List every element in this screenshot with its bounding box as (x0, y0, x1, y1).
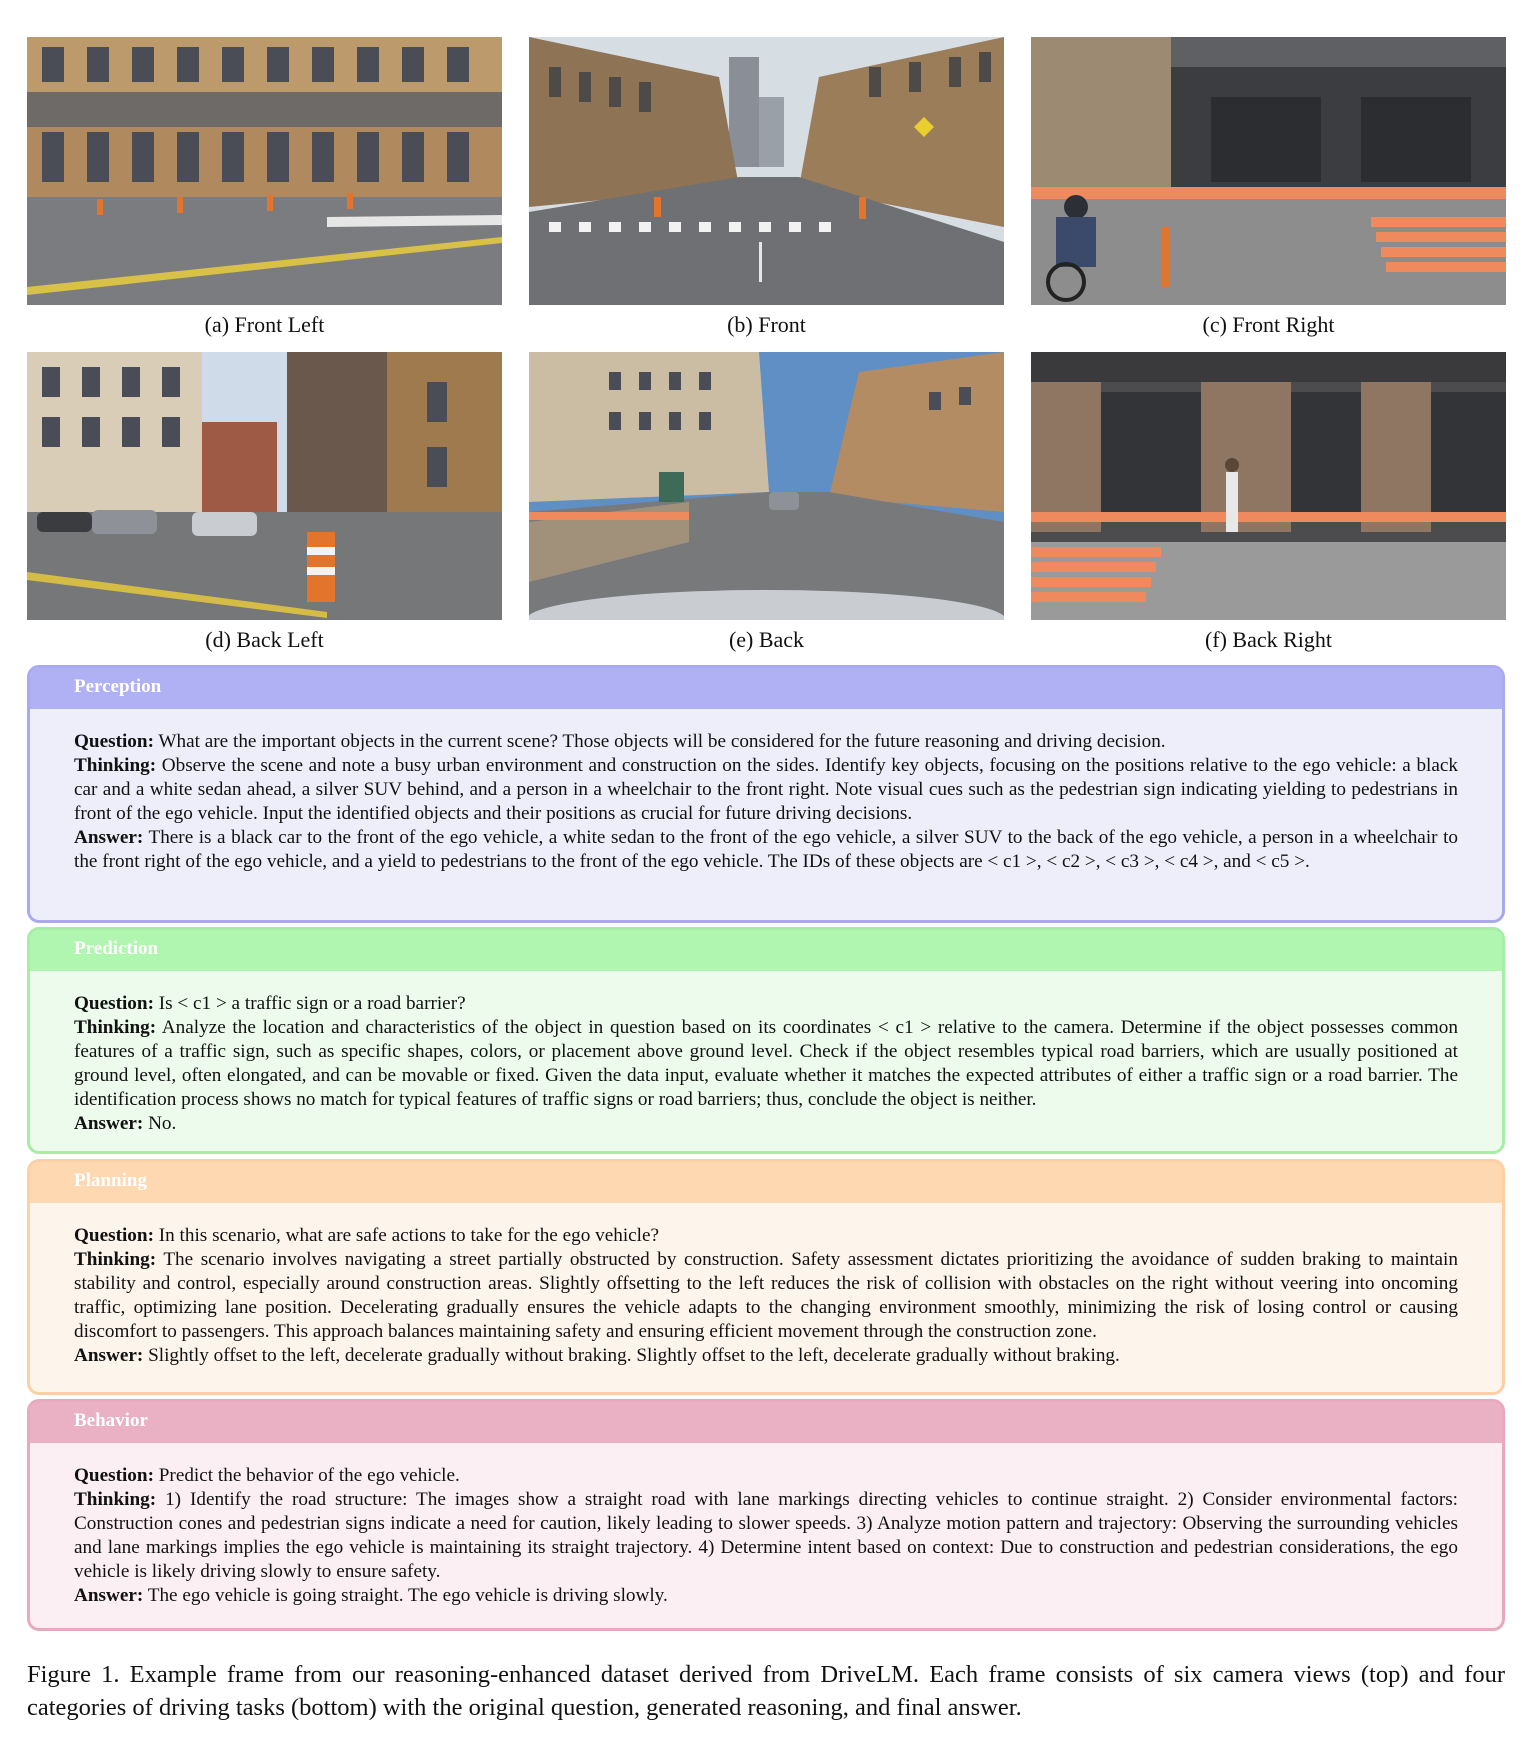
question-line (74, 992, 1458, 1016)
question-text: In this scenario, what are safe actions to take for the ego vehicle? (158, 1225, 660, 1246)
thinking-label: Thinking: (74, 755, 157, 776)
back-photo (529, 352, 1004, 620)
question-text: Is < c1 > a traffic sign or a road barrier? (158, 993, 466, 1014)
question-text: What are the important objects in the current scene? Those objects will be considered for the future reasoning and driving decision. (158, 731, 1166, 752)
question-line (74, 1464, 1458, 1488)
behavior-panel (27, 1399, 1505, 1631)
thinking-label: Thinking: (74, 1249, 157, 1270)
camera-view-front-left (27, 37, 502, 344)
panel-body (30, 1443, 1502, 1608)
camera-caption: (b) Front (727, 312, 806, 337)
camera-view-front-right (1031, 37, 1506, 344)
thinking-text: The scenario involves navigating a street partially obstructed by construction. Safety assessment dictates prioritizing the avoidance of sudden braking to maintain stability and control, especially around construction areas. Slightly offsetting to the left reduces the risk of collision with obstacles on the right without veering into oncoming traffic, optimizing lane position. Decelerating gradually ensures the vehicle adapts to the changing environment smoothly, minimizing the risk of losing control or causing discomfort to passengers. This approach balances maintaining safety and ensuring efficient movement through the construction zone. (74, 1249, 1458, 1342)
answer-text: The ego vehicle is going straight. The ego vehicle is driving slowly. (147, 1585, 668, 1606)
question-line (74, 1224, 1458, 1248)
thinking-text: Observe the scene and note a busy urban environment and construction on the sides. Identify key objects, focusing on the positions relative to the ego vehicle: a black car and a white sedan ahead, a silver SUV behind, and a person in a wheelchair to the front right. Note visual cues such as the pedestrian sign indicating yielding to pedestrians in front of the ego vehicle. Input the identified objects and their positions as crucial for future driving decisions. (74, 755, 1458, 824)
panel-title: Planning (30, 1162, 1502, 1203)
camera-view-back-left (27, 352, 502, 659)
back-left-photo (27, 352, 502, 620)
camera-caption: (c) Front Right (1202, 312, 1335, 337)
answer-label: Answer: (74, 1113, 144, 1134)
thinking-text: 1) Identify the road structure: The images show a straight road with lane markings directing vehicles to continue straight. 2) Consider environmental factors: Construction cones and pedestrian signs indicate a need for caution, likely leading to slower speeds. 3) Analyze motion pattern and trajectory: Observing the surrounding vehicles and lane markings implies the ego vehicle is maintaining its straight trajectory. 4) Determine intent based on context: Due to construction and pedestrian considerations, the ego vehicle is likely driving slowly to ensure safety. (74, 1489, 1459, 1582)
camera-caption: (f) Back Right (1204, 627, 1333, 652)
answer-text: Slightly offset to the left, decelerate gradually without braking. Slightly offset to the left, decelerate gradually without braking. (148, 1345, 1120, 1366)
camera-grid (27, 37, 1505, 659)
camera-view-back (529, 352, 1004, 659)
panel-body (30, 709, 1502, 874)
question-label: Question: (74, 1465, 154, 1486)
panel-body (30, 971, 1502, 1136)
panel-body (30, 1203, 1502, 1368)
back-right-photo (1031, 352, 1506, 620)
panel-title: Prediction (30, 930, 1502, 971)
thinking-line (74, 1248, 1458, 1344)
panel-title: Behavior (30, 1402, 1502, 1443)
answer-line (74, 826, 1458, 874)
front-right-photo (1031, 37, 1506, 305)
camera-view-front (529, 37, 1004, 344)
answer-label: Answer: (74, 1585, 144, 1606)
panel-title: Perception (30, 668, 1502, 709)
question-line (74, 730, 1458, 754)
answer-line (74, 1344, 1458, 1368)
question-label: Question: (74, 1225, 154, 1246)
thinking-label: Thinking: (74, 1489, 157, 1510)
thinking-line (74, 1016, 1458, 1112)
question-label: Question: (74, 731, 154, 752)
thinking-text: Analyze the location and characteristics of the object in question based on its coordinates < c1 > relative to the camera. Determine if the object possesses common features of a traffic sign, such as specific shapes, colors, or placement above ground level. Check if the object resembles typical road barriers, which are usually positioned at ground level, often elongated, and can be movable or fixed. Given the data input, evaluate whether it matches the expected attributes of either a traffic sign or a road barrier. The identification process shows no match for typical features of traffic signs or road barriers; thus, conclude the object is neither. (74, 1017, 1458, 1110)
answer-text: There is a black car to the front of the ego vehicle, a white sedan to the front of the ego vehicle, a silver SUV to the back of the ego vehicle, a person in a wheelchair to the front right of the ego vehicle, and a yield to pedestrians to the front of the ego vehicle. The IDs of these objects are < c1 >, < c2 >, < c3 >, < c4 >, and < c5 >. (74, 827, 1458, 872)
camera-caption: (e) Back (728, 627, 805, 652)
thinking-line (74, 754, 1458, 826)
prediction-panel (27, 927, 1505, 1154)
figure-caption: Figure 1. Example frame from our reasoning-enhanced dataset derived from DriveLM. Each frame consists of six camera views (top) and four categories of driving tasks (bottom) with the original question, generated reasoning, and final answer. (27, 1661, 1505, 1721)
answer-text: No. (148, 1113, 177, 1134)
perception-panel (27, 665, 1505, 923)
answer-label: Answer: (74, 1345, 144, 1366)
answer-line (74, 1584, 1458, 1608)
answer-label: Answer: (74, 827, 144, 848)
front-left-photo (27, 37, 502, 305)
question-label: Question: (74, 993, 154, 1014)
answer-line (74, 1112, 1458, 1136)
question-text: Predict the behavior of the ego vehicle. (158, 1465, 460, 1486)
camera-view-back-right (1031, 352, 1506, 659)
thinking-label: Thinking: (74, 1017, 157, 1038)
planning-panel (27, 1159, 1505, 1395)
front-photo (529, 37, 1004, 305)
camera-caption: (d) Back Left (205, 627, 324, 652)
camera-caption: (a) Front Left (204, 312, 325, 337)
thinking-line (74, 1488, 1458, 1584)
